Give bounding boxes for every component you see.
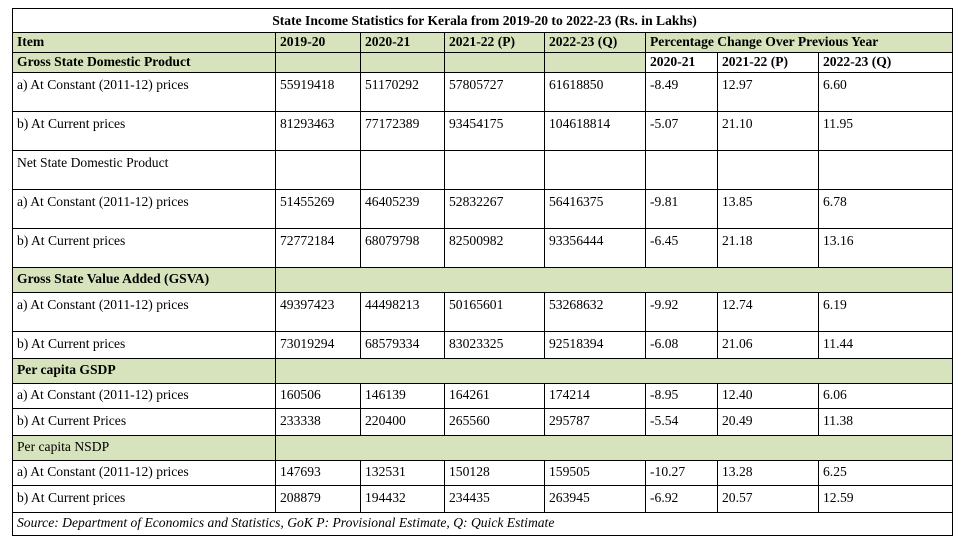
pct-cell: 21.18	[718, 229, 819, 268]
table-row	[13, 112, 953, 151]
pct-cell: 21.10	[718, 112, 819, 151]
value-cell: 83023325	[445, 332, 545, 359]
pct-year-header: 2020-21	[646, 53, 718, 73]
pct-cell: -5.54	[646, 409, 718, 436]
value-cell: 68079798	[361, 229, 445, 268]
value-cell: 92518394	[545, 332, 646, 359]
pct-cell: -8.49	[646, 73, 718, 112]
pct-cell: 12.97	[718, 73, 819, 112]
value-cell: 146139	[361, 384, 445, 409]
pct-cell: 11.38	[819, 409, 953, 436]
pct-cell: -5.07	[646, 112, 718, 151]
table-row	[13, 486, 953, 513]
pct-cell: -10.27	[646, 461, 718, 486]
pct-cell: 20.57	[718, 486, 819, 513]
header-row	[13, 33, 953, 53]
pct-cell: 12.74	[718, 293, 819, 332]
section-row	[13, 151, 953, 190]
pct-cell: 6.78	[819, 190, 953, 229]
value-cell: 82500982	[445, 229, 545, 268]
income-statistics-table-wrapper	[12, 8, 952, 536]
value-cell: 174214	[545, 384, 646, 409]
source-note: Source: Department of Economics and Statistics, GoK P: Provisional Estimate, Q: Quick Estimate	[13, 513, 953, 536]
section-title: Per capita NSDP	[13, 436, 276, 461]
pct-cell: -9.92	[646, 293, 718, 332]
pct-year-header: 2022-23 (Q)	[819, 53, 953, 73]
row-label: b) At Current Prices	[13, 409, 276, 436]
value-cell: 68579334	[361, 332, 445, 359]
value-cell: 73019294	[276, 332, 361, 359]
pct-cell: 13.16	[819, 229, 953, 268]
pct-cell: -6.92	[646, 486, 718, 513]
section-title: Net State Domestic Product	[13, 151, 276, 190]
pct-cell: -6.45	[646, 229, 718, 268]
value-cell: 61618850	[545, 73, 646, 112]
table-row	[13, 332, 953, 359]
value-cell: 57805727	[445, 73, 545, 112]
table-title-row	[13, 9, 953, 33]
value-cell: 53268632	[545, 293, 646, 332]
value-cell: 56416375	[545, 190, 646, 229]
row-label: a) At Constant (2011-12) prices	[13, 190, 276, 229]
value-cell: 49397423	[276, 293, 361, 332]
section-row	[13, 359, 953, 384]
value-cell: 147693	[276, 461, 361, 486]
section-row	[13, 436, 953, 461]
value-cell: 159505	[545, 461, 646, 486]
value-cell: 160506	[276, 384, 361, 409]
value-cell: 44498213	[361, 293, 445, 332]
pct-cell: 13.28	[718, 461, 819, 486]
header-item: Item	[13, 33, 276, 53]
pct-cell: 21.06	[718, 332, 819, 359]
value-cell: 55919418	[276, 73, 361, 112]
value-cell: 194432	[361, 486, 445, 513]
row-label: a) At Constant (2011-12) prices	[13, 293, 276, 332]
value-cell: 77172389	[361, 112, 445, 151]
table-row	[13, 384, 953, 409]
source-row	[13, 513, 953, 536]
value-cell: 50165601	[445, 293, 545, 332]
section-row	[13, 53, 953, 73]
header-year: 2019-20	[276, 33, 361, 53]
value-cell: 234435	[445, 486, 545, 513]
pct-cell: -8.95	[646, 384, 718, 409]
header-year: 2021-22 (P)	[445, 33, 545, 53]
table-row	[13, 190, 953, 229]
pct-cell: -9.81	[646, 190, 718, 229]
section-title: Gross State Domestic Product	[13, 53, 276, 73]
header-year: 2022-23 (Q)	[545, 33, 646, 53]
value-cell: 233338	[276, 409, 361, 436]
pct-cell: 11.44	[819, 332, 953, 359]
value-cell: 81293463	[276, 112, 361, 151]
row-label: b) At Current prices	[13, 112, 276, 151]
value-cell: 93454175	[445, 112, 545, 151]
table-row	[13, 461, 953, 486]
pct-cell: 6.06	[819, 384, 953, 409]
value-cell: 220400	[361, 409, 445, 436]
pct-cell: 6.60	[819, 73, 953, 112]
row-label: a) At Constant (2011-12) prices	[13, 73, 276, 112]
pct-cell: 6.19	[819, 293, 953, 332]
row-label: b) At Current prices	[13, 332, 276, 359]
value-cell: 52832267	[445, 190, 545, 229]
section-title: Gross State Value Added (GSVA)	[13, 268, 276, 293]
pct-cell: 12.59	[819, 486, 953, 513]
value-cell: 208879	[276, 486, 361, 513]
value-cell: 51170292	[361, 73, 445, 112]
pct-cell: -6.08	[646, 332, 718, 359]
section-row	[13, 268, 953, 293]
pct-cell: 12.40	[718, 384, 819, 409]
value-cell: 263945	[545, 486, 646, 513]
value-cell: 72772184	[276, 229, 361, 268]
row-label: b) At Current prices	[13, 229, 276, 268]
table-row	[13, 293, 953, 332]
value-cell: 93356444	[545, 229, 646, 268]
value-cell: 104618814	[545, 112, 646, 151]
pct-year-header: 2021-22 (P)	[718, 53, 819, 73]
value-cell: 265560	[445, 409, 545, 436]
value-cell: 46405239	[361, 190, 445, 229]
value-cell: 150128	[445, 461, 545, 486]
value-cell: 51455269	[276, 190, 361, 229]
table-row	[13, 73, 953, 112]
table-row	[13, 409, 953, 436]
income-statistics-table	[12, 8, 953, 536]
value-cell: 164261	[445, 384, 545, 409]
pct-cell: 11.95	[819, 112, 953, 151]
table-title: State Income Statistics for Kerala from 2019-20 to 2022-23 (Rs. in Lakhs)	[13, 9, 953, 33]
pct-cell: 6.25	[819, 461, 953, 486]
row-label: a) At Constant (2011-12) prices	[13, 384, 276, 409]
row-label: b) At Current prices	[13, 486, 276, 513]
section-title: Per capita GSDP	[13, 359, 276, 384]
table-row	[13, 229, 953, 268]
pct-cell: 20.49	[718, 409, 819, 436]
value-cell: 132531	[361, 461, 445, 486]
value-cell: 295787	[545, 409, 646, 436]
header-year: 2020-21	[361, 33, 445, 53]
header-pct-change: Percentage Change Over Previous Year	[646, 33, 953, 53]
pct-cell: 13.85	[718, 190, 819, 229]
row-label: a) At Constant (2011-12) prices	[13, 461, 276, 486]
